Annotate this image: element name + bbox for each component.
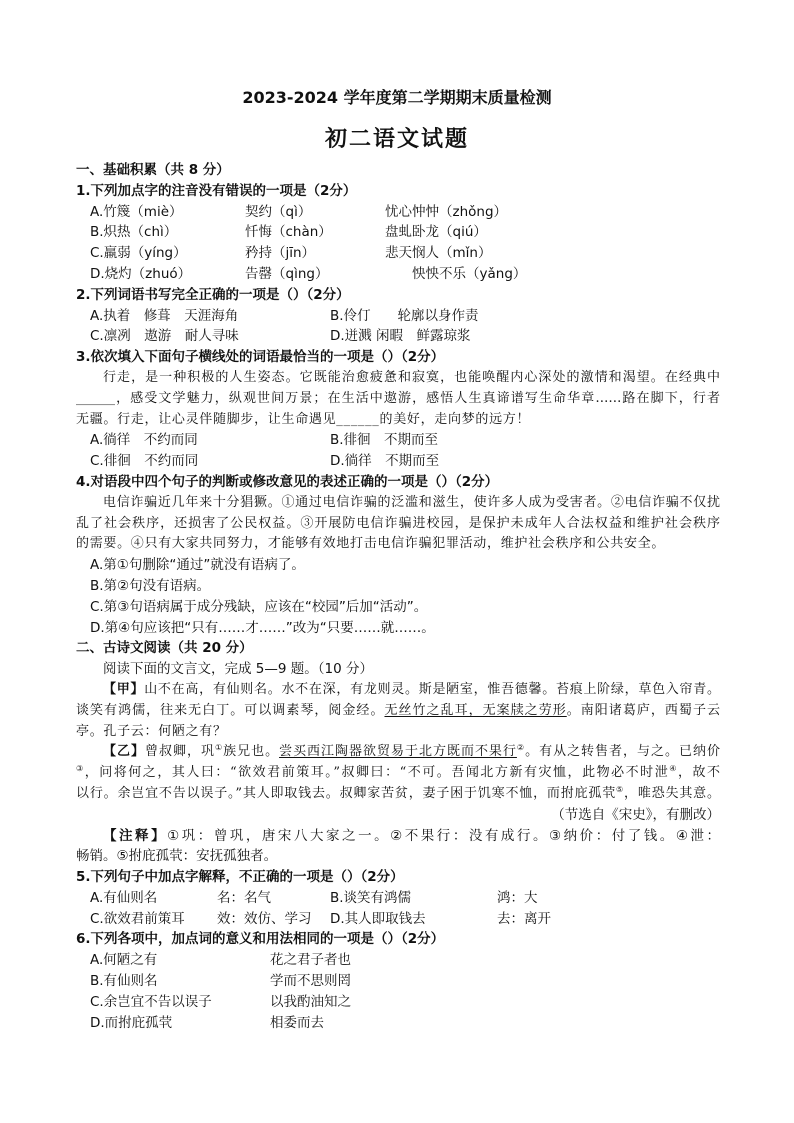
passage-jia-line-1 — [76, 680, 720, 701]
q5-option-b-gloss: 鸿：大 — [497, 889, 538, 906]
q6-option-c-phrase-1: C.余岂宜不告以误子 — [90, 993, 212, 1010]
q4-passage-line: 电信诈骗近几年来十分猖獗。①通过电信诈骗的泛滥和滋生，使许多人成为受害者。②电信诈骗不仅扰 — [103, 494, 720, 510]
passage-yi-line-3 — [76, 784, 720, 805]
q5-option-d-sentence: D.其人即取钱去 — [330, 910, 426, 927]
q6-option-a-phrase-2: 花之君子者也 — [270, 952, 351, 969]
question-1-option-b — [76, 222, 720, 243]
q1-option-c-word-1: C.羸弱（yíng） — [90, 245, 187, 262]
question-3-option-row-2 — [76, 451, 720, 472]
q1-option-b-word-1: B.炽热（chì） — [90, 224, 178, 241]
q4-option-b: B.第②句没有语病。 — [90, 577, 211, 594]
section-heading-basics: 一、基础积累（共 8 分） — [76, 162, 230, 178]
q6-option-b-phrase-2: 学而不思则罔 — [270, 973, 351, 990]
q5-option-c-sentence: C.欲效君前策耳 — [90, 910, 185, 927]
passage-yi-underlined-text: 尝买西江陶器欲贸易于北方既而不果行 — [279, 744, 517, 760]
question-1-option-c — [76, 243, 720, 264]
question-3-option-row-1 — [76, 430, 720, 451]
exam-content — [76, 160, 720, 1033]
question-5-stem: 5.下列句子中加点字解释，不正确的一项是（）（2分） — [76, 869, 404, 886]
q5-option-a-sentence: A.有仙则名 — [90, 889, 158, 906]
notes-line-1 — [76, 826, 720, 847]
q1-option-c-word-3: 悲天悯人（mǐn） — [385, 245, 492, 262]
q4-passage-line: 的需要。④只有大家共同努力，才能够有效地打击电信诈骗犯罪活动，维护社会秩序和公共安全。 — [76, 536, 666, 552]
q2-option-d: D.迸溅 闲暇 鲜露琼浆 — [330, 328, 471, 345]
question-2-stem: 2.下列词语书写完全正确的一项是（）（2分） — [76, 286, 350, 303]
question-6-option-c — [76, 992, 720, 1013]
passage-jia-text: 。南阳诸葛庐，西蜀子云 — [566, 702, 720, 718]
footnote-marker-5: ⑤ — [616, 784, 625, 794]
notes-text: ①巩：曾巩，唐宋八大家之一。②不果行：没有成行。③纳价：付了钱。④泄： — [167, 827, 720, 844]
q3-passage-line: 行走，是一种积极的人生姿态。它既能治愈疲惫和寂寞，也能唤醒内心深处的激情和渴望。在经典中 — [103, 369, 720, 385]
section-heading-classical: 二、古诗文阅读（共 20 分） — [76, 640, 253, 657]
q5-option-c-gloss: 效：效仿、学习 — [217, 910, 312, 927]
notes-label: 【注释】 — [103, 827, 168, 844]
reading-instruction: 阅读下面的文言文，完成 5—9 题。（10 分） — [103, 661, 373, 678]
q4-option-a: A.第①句删除“通过”就没有语病了。 — [90, 557, 305, 574]
exam-subtitle: 初二语文试题 — [324, 127, 469, 152]
q1-option-b-word-2: 忏悔（chàn） — [245, 224, 332, 241]
q2-option-c: C.凛冽 遨游 耐人寻味 — [90, 328, 239, 345]
q1-option-a-word-2: 契约（qì） — [245, 203, 312, 220]
q5-option-d-gloss: 去：离开 — [497, 910, 551, 927]
question-4-stem: 4.对语段中四个句子的判断或修改意见的表述正确的一项是（）（2分） — [76, 473, 499, 490]
question-1-stem: 1.下列加点字的注音没有错误的一项是（2分） — [76, 182, 357, 199]
q5-option-b-sentence: B.谈笑有鸿儒 — [330, 889, 412, 906]
question-2-option-row-1 — [76, 306, 720, 327]
question-6-stem: 6.下列各项中，加点词的意义和用法相同的一项是（）（2分） — [76, 931, 445, 948]
passage-jia-line-2 — [76, 701, 720, 722]
q1-option-c-word-2: 矜持（jīn） — [245, 245, 316, 262]
question-1-option-d — [76, 264, 720, 285]
q1-option-d-word-2: 告罄（qìng） — [245, 265, 329, 282]
passage-yi-text: ，故不 — [677, 765, 720, 781]
passage-yi-label: 【乙】 — [103, 744, 145, 760]
footnote-marker-1: ① — [214, 743, 224, 753]
passage-source: （节选自《宋史》，有删改） — [551, 806, 720, 823]
q3-passage-line: ______，感受文学魅力，纵观世间万景；在生活中遨游，感悟人生真谛谱写生命华章……路在脚下，行者 — [76, 390, 720, 406]
question-2-option-row-2 — [76, 326, 720, 347]
q1-option-d-word-1: D.烧灼（zhuó） — [90, 265, 192, 282]
q3-passage-line: 无疆。行走，让心灵伴随脚步，让生命遇见______的美好，走向梦的远方！ — [76, 411, 531, 427]
footnote-marker-4: ④ — [669, 764, 678, 774]
q4-option-c: C.第③句语病属于成分残缺，应该在“校园”后加“活动”。 — [90, 598, 428, 615]
q3-option-d: D.徜徉 不期而至 — [330, 453, 440, 470]
q3-option-a: A.徜徉 不约而同 — [90, 432, 198, 449]
q1-option-a-word-3: 忧心忡忡（zhǒng） — [385, 203, 508, 220]
q2-option-b: B.伶仃 轮廓以身作责 — [330, 307, 479, 324]
passage-jia-text: 谈笑有鸿儒，往来无白丁。可以调素琴，阅金经。 — [76, 702, 385, 718]
passage-jia-underlined-text: 无丝竹之乱耳，无案牍之劳形 — [384, 702, 567, 718]
passage-jia-text: 山不在高，有仙则名。水不在深，有龙则灵。斯是陋室，惟吾德馨。苔痕上阶绿，草色入帘青。 — [144, 681, 720, 697]
q1-option-b-word-3: 盘虬卧龙（qiú） — [385, 224, 487, 241]
footnote-marker-2: ② — [516, 743, 526, 753]
q6-option-c-phrase-2: 以我酌油知之 — [270, 993, 351, 1010]
q1-option-d-word-3: 怏怏不乐（yǎng） — [412, 265, 527, 282]
passage-jia-line-3: 亭。孔子云：何陋之有？ — [76, 723, 227, 739]
passage-yi-text: 。有从之转售者，与之。已纳价 — [525, 744, 720, 760]
q4-passage-line: 乱了社会秩序，还损害了公民权益。③开展防电信诈骗进校园，是保护未成年人合法权益和维护社会秩序 — [76, 515, 720, 531]
q3-option-b: B.徘徊 不期而至 — [330, 432, 439, 449]
q5-option-a-gloss: 名：名气 — [217, 889, 271, 906]
question-5-option-row-2 — [76, 909, 720, 930]
q1-option-a-word-1: A.竹篾（miè） — [90, 203, 183, 220]
passage-yi-text: 族兄也。 — [223, 744, 280, 760]
q2-option-a: A.执着 修葺 天涯海角 — [90, 307, 239, 324]
question-6-option-b — [76, 971, 720, 992]
q4-option-d: D.第④句应该把“只有……才……”改为“只要……就……。 — [90, 619, 435, 636]
passage-yi-text: 以行。余岂宜不告以误子。”其人即取钱去。叔卿家苦贫，妻子困于饥寒不恤，而拊庇孤茕 — [76, 785, 617, 801]
exam-title: 2023-2024 学年度第二学期期末质量检测 — [242, 88, 552, 107]
question-1-option-a — [76, 202, 720, 223]
question-5-option-row-1 — [76, 888, 720, 909]
passage-jia-label: 【甲】 — [103, 681, 145, 697]
passage-yi-text: ，唯恐失其意。 — [624, 785, 720, 801]
question-6-option-a — [76, 950, 720, 971]
passage-yi-text: ，问将何之，其人曰：“欲效君前策耳。”叔卿曰：“不可。吾闻北方新有灾恤，此物必不时泄 — [84, 765, 670, 781]
notes-line-2: 畅销。⑤拊庇孤茕：安抚孤独者。 — [76, 848, 278, 865]
q6-option-b-phrase-1: B.有仙则名 — [90, 973, 158, 990]
q6-option-a-phrase-1: A.何陋之有 — [90, 952, 158, 969]
question-3-stem: 3.依次填入下面句子横线处的词语最恰当的一项是（）（2分） — [76, 349, 445, 366]
footnote-marker-3: ③ — [76, 764, 85, 774]
passage-yi-line-2 — [76, 763, 720, 784]
q6-option-d-phrase-1: D.而拊庇孤茕 — [90, 1014, 173, 1031]
passage-yi-text: 曾叔卿，巩 — [144, 744, 215, 760]
passage-yi-line-1 — [76, 742, 720, 763]
q3-option-c: C.徘徊 不约而同 — [90, 453, 199, 470]
question-6-option-d — [76, 1013, 720, 1034]
q6-option-d-phrase-2: 相委而去 — [270, 1014, 324, 1031]
